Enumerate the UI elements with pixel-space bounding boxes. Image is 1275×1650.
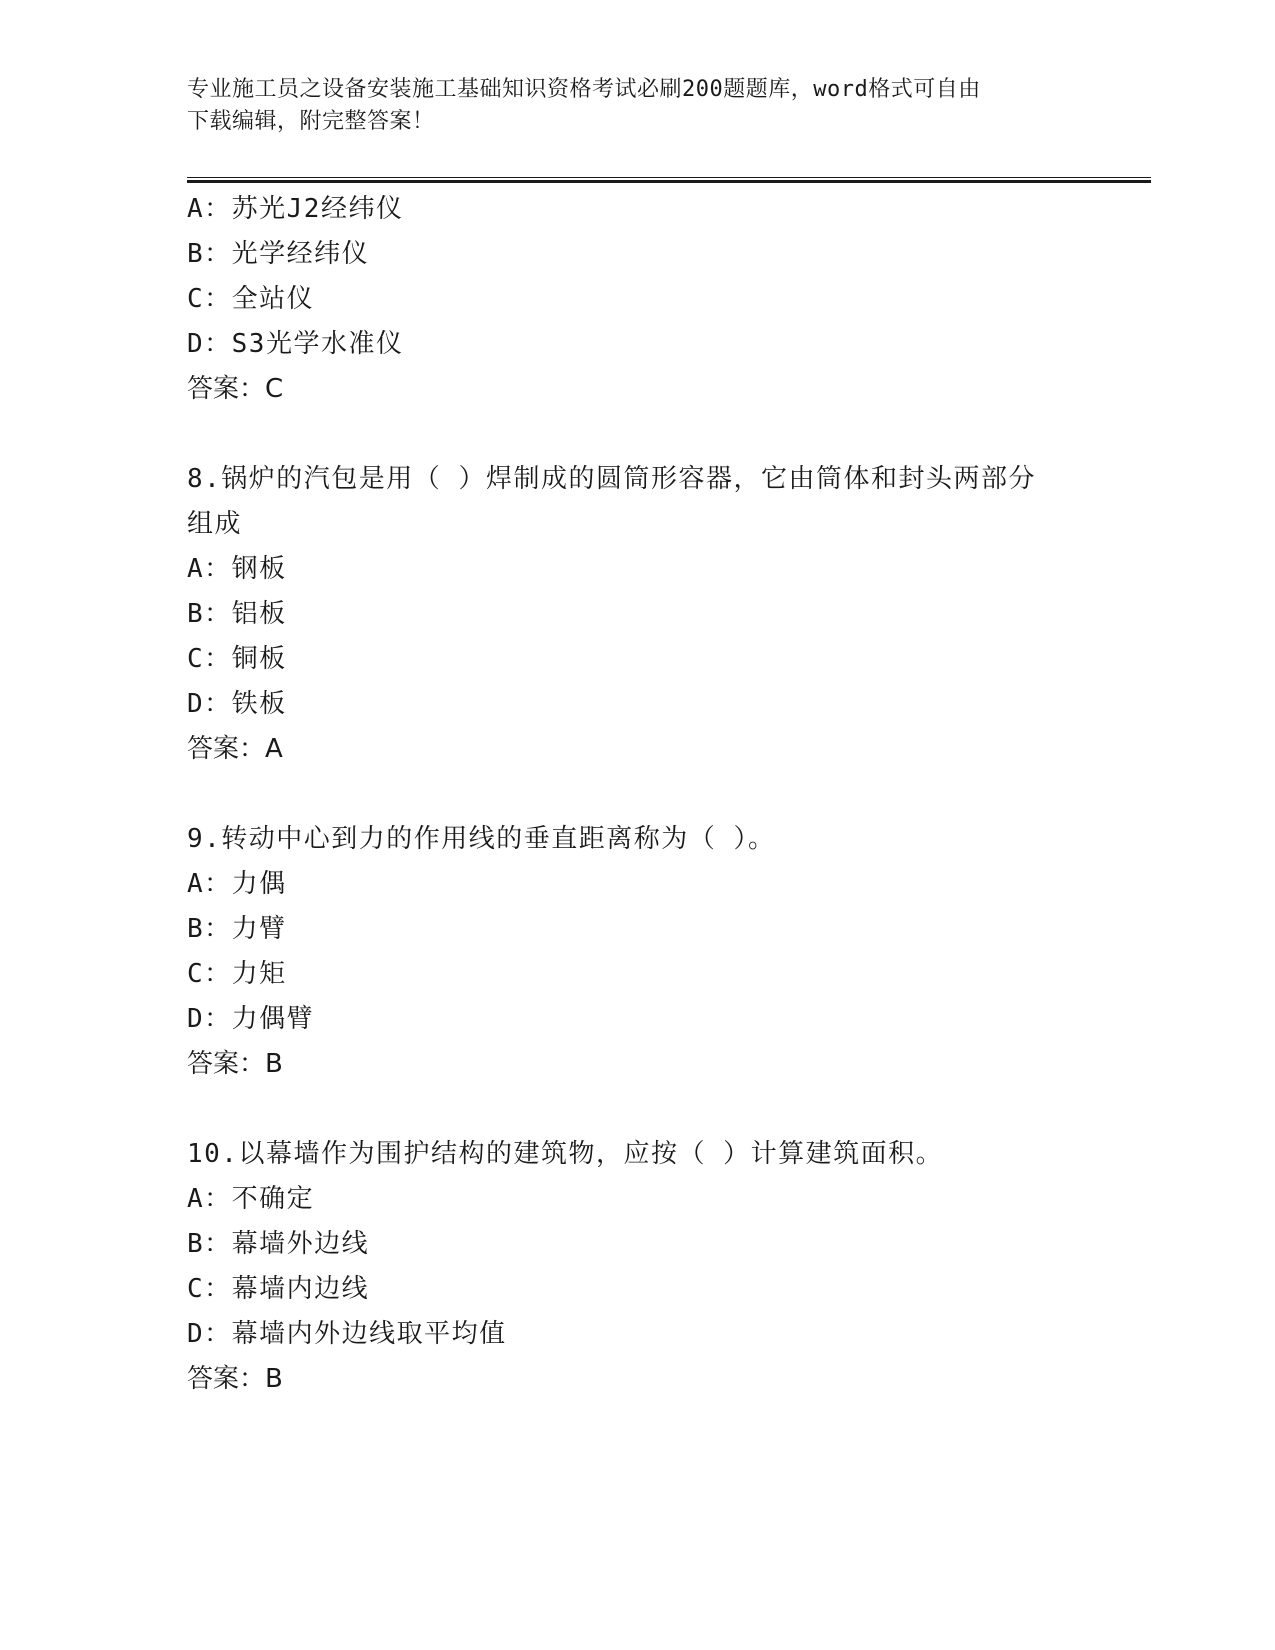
q9-option-b: B：力臂: [187, 914, 287, 944]
q7-option-b: B：光学经纬仪: [187, 239, 370, 269]
q9-option-a: A：力偶: [187, 869, 287, 899]
q8-option-d: D：铁板: [187, 689, 287, 719]
q10-option-b: B：幕墙外边线: [187, 1229, 370, 1259]
document-header: [187, 74, 1067, 138]
header-title-line-2: 下载编辑，附完整答案！: [187, 109, 435, 134]
q8-question-line-2: 组成: [187, 509, 243, 539]
q8-answer: 答案：A: [187, 734, 283, 764]
header-title-line-1: 专业施工员之设备安装施工基础知识资格考试必刷200题题库，word格式可自由: [187, 77, 981, 102]
q10-question: 10.以幕墙作为围护结构的建筑物，应按（ ）计算建筑面积。: [187, 1139, 944, 1169]
header-divider: [187, 177, 1151, 183]
q10-option-d: D：幕墙内外边线取平均值: [187, 1319, 507, 1349]
q7-option-a: A：苏光J2经纬仪: [187, 194, 404, 224]
q8-option-a: A：钢板: [187, 554, 287, 584]
q7-answer: 答案：C: [187, 374, 284, 404]
q9-question: 9.转动中心到力的作用线的垂直距离称为（ ）。: [187, 824, 776, 854]
q7-option-c: C：全站仪: [187, 284, 315, 314]
q8-question-line-1: 8.锅炉的汽包是用（ ）焊制成的圆筒形容器，它由筒体和封头两部分: [187, 464, 1036, 494]
q10-option-a: A：不确定: [187, 1184, 315, 1214]
q8-option-b: B：铝板: [187, 599, 287, 629]
q7-option-d: D：S3光学水准仪: [187, 329, 404, 359]
q9-answer: 答案：B: [187, 1049, 283, 1079]
q10-option-c: C：幕墙内边线: [187, 1274, 370, 1304]
q8-option-c: C：铜板: [187, 644, 287, 674]
q9-option-c: C：力矩: [187, 959, 287, 989]
q10-answer: 答案：B: [187, 1364, 283, 1394]
q9-option-d: D：力偶臂: [187, 1004, 315, 1034]
